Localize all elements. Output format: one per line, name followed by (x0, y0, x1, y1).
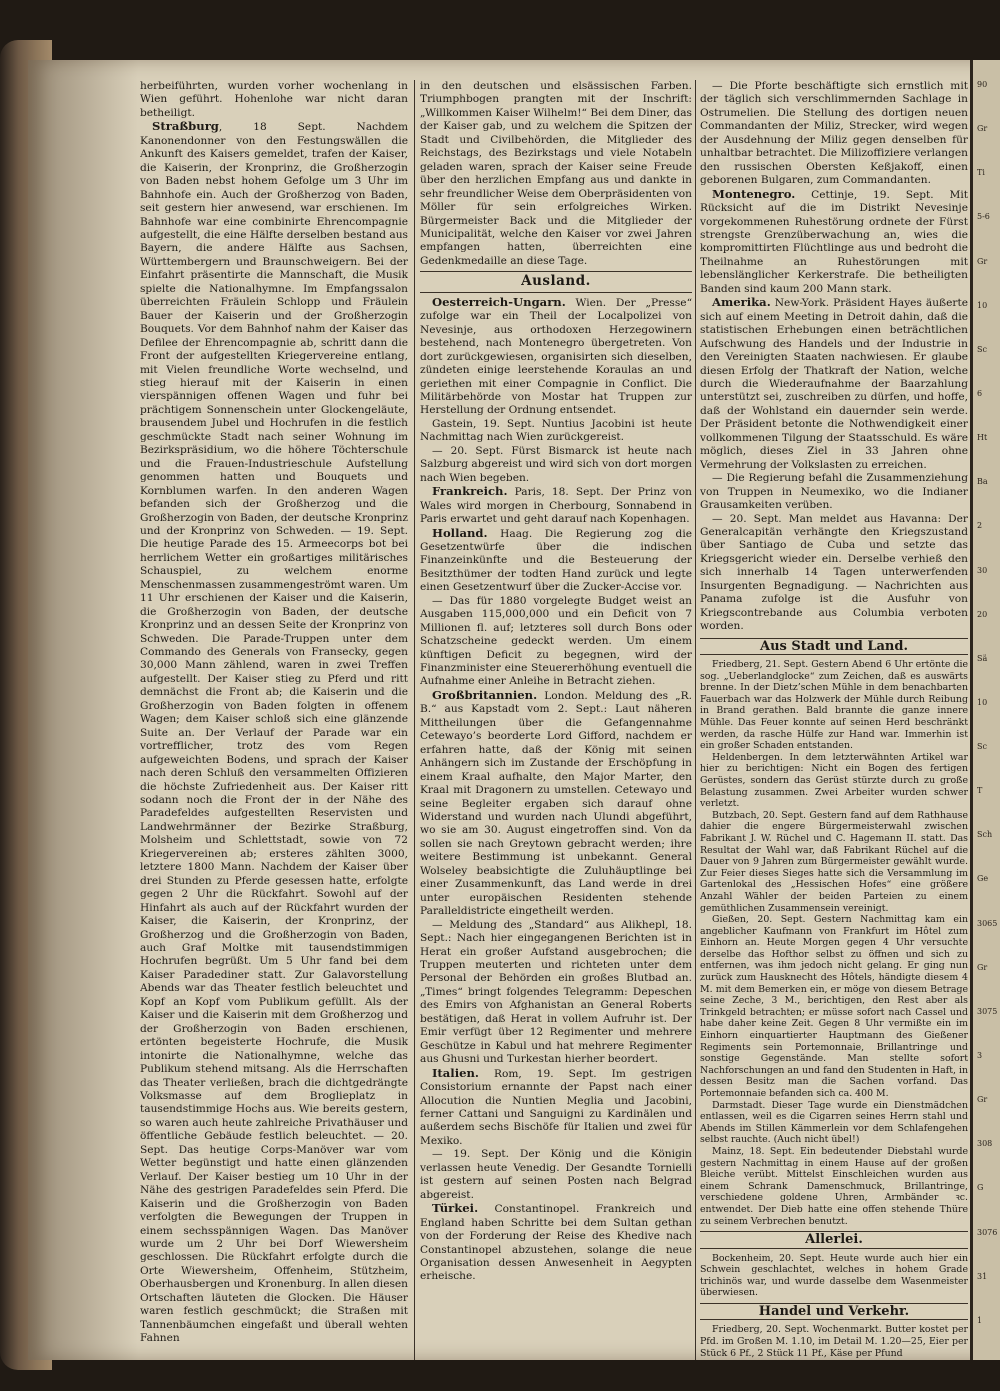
paragraph: in den deutschen und elsässischen Farben. Triumphbogen prangten mit der Inschrift: „Willkommen Kaiser Wilhelm!“ Bei dem Diner, das der Kaiser gab, und zu welchem die Spitzen der Stadt und Civilbehörden, die Mitglieder des Reichstags, des Bezirkstags und viele Notabeln geladen waren, sprach der Kaiser seine Freude über den herzlichen Empfang aus und dankte in sehr freundlicher Weise dem Oberpräsidenten von Möller für sein erfolgreiches Wirken. Bürgermeister Back und die Mitglieder der Municipalität, welche den Kaiser vor zwei Jahren empfangen hatten, überreichten eine Gedenkmedaille an diese Tage. (420, 80, 692, 267)
article-britain (420, 689, 692, 919)
country-heading: Holland. (432, 525, 488, 540)
article-montenegro (700, 188, 968, 297)
article-france (420, 485, 692, 526)
paragraph: — Das für 1880 vorgelegte Budget weist an Ausgaben 115,000,000 und ein Deficit von 7 Millionen fl. auf; letzteres soll durch Bons oder Schatzscheine gedeckt werden. Um einem künftigen Deficit zu begegnen, wird der Finanzminister eine Steuererhöhung eventuell die Aufnahme einer Anleihe in Betracht ziehen. (420, 594, 692, 688)
section-heading-ausland: Ausland. (521, 273, 591, 290)
edge-fragment: Ti (977, 168, 985, 178)
spine-shadow (28, 60, 138, 1360)
country-heading: Amerika. (712, 295, 771, 310)
section-heading-allerlei: Allerlei. (700, 1231, 968, 1248)
country-heading: Italien. (432, 1065, 479, 1080)
edge-fragment: 30 (977, 565, 988, 575)
article-text: Paris, 18. Sept. Der Prinz von Wales wird morgen in Cherbourg, Sonnabend in Paris erwartet und geht darauf nach Kopenhagen. (420, 486, 692, 526)
edge-fragment: 308 (977, 1139, 993, 1149)
edge-fragment: 6 (977, 388, 983, 398)
edge-fragment: Sä (977, 653, 988, 663)
paragraph: Darmstadt. Dieser Tage wurde ein Dienstmädchen entlassen, weil es die Cigarren seines Herrn stahl und Abends im Stillen Kämmerlein vor dem Schlafengehen selbst rauchte. (Auch nicht übel!) (700, 1099, 968, 1146)
country-heading: Frankreich. (432, 484, 508, 499)
edge-fragment: Gr (977, 124, 988, 134)
article-text: Haag. Die Regierung zog die Gesetzentwürfe über die indischen Finanzeinkünfte und die Besteuerung der Besitzthümer der todten Hand zurück und legte einen Gesetzentwurf über die Zucker-Accise vor. (420, 527, 692, 594)
article-holland (420, 527, 692, 595)
paragraph: — Die Regierung befahl die Zusammenziehung von Truppen in Neumexiko, wo die Indianer Grausamkeiten verüben. (700, 472, 968, 512)
paragraph: herbeiführten, wurden vorher wochenlang in Wien geführt. Hohenlohe war nicht daran betheiligt. (140, 80, 408, 119)
paragraph: Butzbach, 20. Sept. Gestern fand auf dem Rathhause dahier die engere Bürgermeisterwahl zwischen Fabrikant J. W. Rüchel und C. Hagemann II. statt. Das Resultat der Wahl war, daß Fabrikant Rüchel auf die Dauer von 9 Jahren zum Bürgermeister gewählt wurde. Zur Feier dieses Sieges hatte sich die Versammlung im Gartenlokal des „Hessischen Hofes“ eine größere Anzahl Wähler der beiden Parteien zu einem gemüthlichen Zusammensein vereinigt. (700, 809, 968, 914)
edge-fragment: 90 (977, 80, 988, 89)
edge-fragment: 1 (977, 1315, 983, 1325)
edge-fragment: 3 (977, 1051, 983, 1061)
article-text: , 18 Sept. Nachdem Kanonendonner von den Festungswällen die Ankunft des Kaisers gemeldet, trafen der Kaiser, die Kaiserin, der Kronprinz, die Großherzogin von Baden nebst hohem Gefolge um 3 Uhr im Bahnhofe ein. Auch der Großherzog von Baden, seit gestern hier anwesend, war erschienen. Im Bahnhofe war eine combinirte Ehrencompagnie aufgestellt, die eine Hälfte derselben bestand aus Bayern, die andere Hälfte aus Sachsen, Württembergern und Braunschweigern. Bei der Einfahrt präsentirte die Mannschaft, die Musik spielte die Nationalhymne. Im Empfangssalon überreichten Fräulein Schlopp und Fräulein Bauer der Kaiserin und der Großherzogin Bouquets. Vor dem Bahnhof nahm der Kaiser das Defilee der Ehrencompagnie ab, schritt dann die Front der aufgestellten Kriegervereine entlang, mit Vielen freundliche Worte wechselnd, und stieg hierauf mit der Kaiserin in einen vierspännigen offenen Wagen und fuhr bei prächtigem Sonnenschein unter Glockengeläute, brausendem Jubel und Hochrufen in die festlich geschmückte Stadt nach seiner Wohnung im Bezirkspräsidium, wo die höhere Töchterschule und die Frauen-Industrieschule Aufstellung genommen hatten und Bouquets und Kornblumen warfen. In den anderen Wagen befanden sich der Großherzog und die Großherzogin von Baden, der deutsche Kronprinz und der Kronprinz von Schweden. — 19. Sept. Die heutige Parade des 15. Armeecorps bot bei herrlichem Wetter ein großartiges militärisches Schauspiel, zu welchem enorme Menschenmassen zusammengeströmt waren. Um 11 Uhr erschienen der Kaiser und die Kaiserin, die Großherzogin von Baden, der deutsche Kronprinz und an dessen Seite der Kronprinz von Schweden. Die Parade-Truppen unter dem Commando des Generals von Fransecky, gegen 30,000 Mann zählend, waren in zwei Treffen aufgestellt. Der Kaiser stieg zu Pferd und ritt demnächst die Front ab; die Kaiserin und die Großherzogin von Baden folgten in offenem Wagen; dem Kaiser schloß sich eine glänzende Suite an. Der Verlauf der Parade war ein vortrefflicher, trotz des vom Regen aufgeweichten Bodens, und sprach der Kaiser nach deren Schluß den versammelten Offizieren die höchste Zufriedenheit aus. Der Kaiser ritt sodann noch die Front der in der Nähe des Paradefeldes aufgestellten Reservisten und Landwehrmänner der Bezirke Straßburg, Molsheim und Schlettstadt, sowie von 72 Kriegervereinen ab; ersteres zählten 3000, letztere 1800 Mann. Nachdem der Kaiser über drei Stunden zu Pferde gesessen hatte, erfolgte gegen 2 Uhr die Rückfahrt. Sowohl auf der Hinfahrt als auch auf der Rückfahrt wurden der Kaiser, die Kaiserin, der Kronprinz, der Großherzog und die Großherzogin von Baden, auch Graf Moltke mit tausendstimmigen Hochrufen begrüßt. Um 5 Uhr fand bei dem Kaiser Paradediner statt. Zur Galavorstellung Abends war das Theater festlich beleuchtet und Kopf an Kopf vom Publikum gefüllt. Als der Kaiser und die Kaiserin mit dem Großherzog und der Großherzogin von Baden erschienen, ertönten begeisterte Hochrufe, die Musik intonirte die Nationalhymne, welche das Publikum stehend mitsang. Als die Herrschaften das Theater verließen, brach die dichtgedrängte Volksmasse auf dem Broglieplatz in tausendstimmige Hochs aus. Wie bereits gestern, so waren auch heute zahlreiche Privathäuser und öffentliche Gebäude festlich beleuchtet. — 20. Sept. Das heutige Corps-Manöver war vom Wetter begünstigt und hatte einen glänzenden Verlauf. Der Kaiser bestieg um 10 Uhr in der Nähe des gestrigen Paradefeldes sein Pferd. Die Kaiserin und die Großherzogin von Baden verfolgten die Bewegungen der Truppen in einem sechsspännigen Wagen. Das Manöver wurde um 2 Uhr bei Dorf Wiewersheim geschlossen. Die Rückfahrt erfolgte durch die Orte Wiewersheim, Offenheim, Stützheim, Oberhausbergen und Kronenburg. In allen diesen Ortschaften läuteten die Glocken. Die Häuser waren festlich geschmückt; die Straßen mit Tannenbäumchen eingefaßt und überall wehten Fahnen (140, 121, 408, 1345)
section-heading-stadt-land: Aus Stadt und Land. (700, 638, 968, 655)
paragraph: — 20. Sept. Man meldet aus Havanna: Der Generalcapitän verhängte den Kriegszustand über Santiago de Cuba und setzte das Kriegsgericht wieder ein. Derselbe verhieß den sich innerhalb 14 Tagen unterwerfenden Insurgenten Begnadigung. — Nachrichten aus Panama zufolge ist die Ausfuhr von Kriegscontrebande aus Columbia verboten worden. (700, 512, 968, 633)
edge-fragment: 20 (977, 609, 988, 619)
divider (420, 292, 692, 293)
article-austria (420, 296, 692, 418)
section-heading-handel: Handel und Verkehr. (700, 1303, 968, 1320)
paragraph: — 20. Sept. Fürst Bismarck ist heute nach Salzburg abgereist und wird sich von dort morgen nach Wien begeben. (420, 444, 692, 484)
edge-fragment: Gr (977, 256, 988, 266)
article-america (700, 296, 968, 472)
edge-fragment: 3076 (977, 1227, 998, 1237)
article-strassburg (140, 120, 408, 1345)
dateline: Straßburg (152, 119, 219, 134)
edge-fragment: Sc (977, 742, 987, 752)
country-heading: Oesterreich-Ungarn. (432, 294, 566, 309)
paragraph: Gastein, 19. Sept. Nuntius Jacobini ist heute Nachmittag nach Wien zurückgereist. (420, 417, 692, 444)
column-middle (420, 80, 692, 1361)
edge-fragment: Sc (977, 344, 987, 354)
paragraph: — 19. Sept. Der König und die Königin verlassen heute Venedig. Der Gesandte Tornielli ist gestern auf seinen Posten nach Belgrad abgereist. (420, 1148, 692, 1201)
article-text: Rom, 19. Sept. Im gestrigen Consistorium ernannte der Papst nach einer Allocution die Nuntien Meglia und Jacobini, ferner Cattani und Sanguigni zu Kardinälen und außerdem sechs Bischöfe für Italien und zwei für Mexiko. (420, 1067, 692, 1147)
paragraph: Bockenheim, 20. Sept. Heute wurde auch hier ein Schwein geschlachtet, welches in hohem Grade trichinös war, und wurde dasselbe dem Wasenmeister überwiesen. (700, 1252, 968, 1299)
country-heading: Großbritannien. (432, 687, 538, 702)
edge-fragment: 10 (977, 300, 988, 310)
article-text: New-York. Präsident Hayes äußerte sich auf einem Meeting in Detroit dahin, daß die statistischen Erhebungen einen beträchtlichen Aufschwung des Handels und der Industrie in den Vereinigten Staaten nachwiesen. Er glaube diesen Erfolg der Thatkraft der Nation, welche durch die Wiederaufnahme der Baarzahlung unterstützt sei, zuschreiben zu dürfen, und hoffe, daß der Wohlstand ein dauernder sein werde. Der Präsident betonte die Nothwendigkeit einer vollkommenen Tilgung der Staatsschuld. Es wäre möglich, dieses Ziel in 33 Jahren ohne Vermehrung der Volkslasten zu erreichen. (700, 297, 968, 471)
country-heading: Montenegro. (712, 186, 796, 201)
column-rule (695, 80, 696, 1360)
paragraph: Friedberg, 21. Sept. Gestern Abend 6 Uhr ertönte die sog. „Ueberlandglocke“ zum Zeichen, daß es auswärts brenne. In der Dietz’schen Mühle in dem benachbarten Fauerbach war das Holzwerk der Mühle durch Reibung in Brand gerathen. Bald brannte die ganze innere Mühle. Das Feuer konnte auf seinen Herd beschränkt werden, da rasche Hülfe zur Hand war. Immerhin ist ein großer Schaden entstanden. (700, 659, 968, 752)
paragraph: Friedberg, 20. Sept. Wochenmarkt. Butter kostet per Pfd. im Großen M. 1.10, im Detail M. 1.20—25, Eier per Stück 6 Pf., 2 Stück 11 Pf., Käse per Pfund (700, 1324, 968, 1359)
edge-fragment: 2 (977, 521, 983, 531)
paragraph: Heldenbergen. In dem letzterwähnten Artikel war hier zu berichtigen: Nicht ein Bogen des fertigen Gerüstes, sondern das Gerüst stürzte durch zu große Belastung zusammen. Zwei Arbeiter wurden schwer verletzt. (700, 751, 968, 810)
article-text: Constantinopel. Frankreich und England haben Schritte bei dem Sultan gethan von der Forderung der Reise des Khedive nach Constantinopel abzustehen, solange die neue Organisation dessen Anwesenheit in Aegypten erheische. (420, 1203, 692, 1283)
paragraph: Gießen, 20. Sept. Gestern Nachmittag kam ein angeblicher Kaufmann von Frankfurt im Hôtel zum Einhorn an. Heute Morgen gegen 4 Uhr versuchte derselbe das Hofthor selbst zu öffnen und sich zu entfernen, was ihm jedoch nicht gelang. Er ging nun zurück zum Hausknecht des Hôtels, händigte diesem 4 M. mit dem Bemerken ein, er möge von diesem Betrage seine Zeche, 3 M., berichtigen, den Rest aber als Trinkgeld betrachten; er müsse sofort nach Cassel und habe daher keine Zeit. Gegen 8 Uhr vermißte ein im Einhorn einquartierter Hauptmann des Gießener Regiments sein Portemonnaie, Brillantringe und sonstige Gegenstände. Man stellte sofort Nachforschungen an und fand den Studenten in Haft, in dessen Besitz man die Sachen vorfand. Das Portemonnaie befanden sich ca. 400 M. (700, 914, 968, 1099)
article-turkey (420, 1202, 692, 1284)
edge-fragment: 31 (977, 1271, 988, 1281)
edge-fragment: Ge (977, 874, 989, 884)
article-text: Cettinje, 19. Sept. Mit Rücksicht auf die im Distrikt Nevesinje vorgekommenen Ruhestörung ordnete der Fürst strengste Grenzüberwachung an, wies die kompromittirten Flüchtlinge aus und bedroht die Theilnahme an Ruhestörungen mit lebenslänglicher Kerkerstrafe. Die betheiligten Banden sind kaum 200 Mann stark. (700, 188, 968, 295)
edge-fragment: 3065 (977, 918, 998, 928)
adjacent-page-edge (970, 60, 1000, 1360)
paragraph: Mainz, 18. Sept. Ein bedeutender Diebstahl wurde gestern Nachmittag in einem Hause auf der großen Bleiche verübt. Mittelst Einschleichen wurden aus einem Schrank Damenschmuck, Brillantringe, verschiedene goldene Uhren, Armbänder ꝛc. entwendet. Der Dieb hatte eine offen stehende Thüre zu seinem Verbrechen benutzt. (700, 1145, 968, 1227)
edge-fragment: Ba (977, 477, 988, 487)
edge-fragment: Gr (977, 1095, 988, 1105)
edge-fragment: 5-6 (977, 212, 990, 222)
divider (420, 271, 692, 272)
edge-fragment: T (977, 786, 983, 796)
edge-fragment: Gr (977, 962, 988, 972)
column-left (140, 80, 408, 1361)
edge-fragment: Sch (977, 830, 993, 840)
edge-fragment: 10 (977, 697, 988, 707)
column-right (700, 80, 968, 1361)
article-italy (420, 1067, 692, 1149)
paragraph: — Die Pforte beschäftigte sich ernstlich mit der täglich sich verschlimmernden Sachlage in Ostrumelien. Die Stellung des dortigen neuen Commandanten der Miliz, Strecker, wird wegen der Ausdehnung der Miliz gegen denselben für unhaltbar betrachtet. Die Milizoffiziere verlangen den russischen Obersten Keßjakoff, einen geborenen Bulgaren, zum Commandanten. (700, 80, 968, 187)
article-text: London. Meldung des „R. B.“ aus Kapstadt vom 2. Sept.: Laut näheren Mittheilungen über die Gefangennahme Cetewayo’s beorderte Lord Gifford, nachdem er erfahren hatte, daß der König mit seinen Anhängern sich im Zustande der Erschöpfung in einem Kraal aufhalte, den Major Marter, den Kraal mit Dragonern zu umstellen. Cetewayo und seine Begleiter ergaben sich darauf ohne Widerstand und wurden nach Ulundi abgeführt, wo sie am 30. August eingetroffen sind. Von da sollen sie nach Greytown gebracht werden; ihre weitere Bestimmung ist unbekannt. General Wolseley beabsichtigte die Zuluhäuptlinge bei einer Zusammenkunft, das Land werde in drei unter europäischen Residenten stehende Paralleldistricte eingetheilt werden. (420, 689, 692, 918)
country-heading: Türkei. (432, 1201, 479, 1216)
edge-fragment: G (977, 1183, 984, 1193)
edge-fragment: 3075 (977, 1006, 998, 1016)
edge-fragment: Ht (977, 433, 988, 443)
paragraph: — Meldung des „Standard“ aus Alikhepl, 18. Sept.: Nach hier eingegangenen Berichten ist in Herat ein großer Aufstand ausgebrochen; die Truppen meuterten und richteten unter dem Personal der Behörden ein großes Blutbad an. „Times“ bringt folgendes Telegramm: Depeschen des Emirs von Afghanistan an General Roberts bestätigen, daß Herat in vollem Aufruhr ist. Der Emir verfügt über 12 Regimenter und mehrere Geschütze in Kabul und hat mehrere Regimenter aus Ghusni und Turkestan hierher beordert. (420, 918, 692, 1066)
column-rule (414, 80, 415, 1360)
article-text: Wien. Der „Presse“ zufolge war ein Theil der Localpolizei von Nevesinje, aus orthodoxen Herzegowinern bestehend, nach Montenegro übergetreten. Von dort zurückgewiesen, organisirten sich dieselben, zündeten einige leerstehende Koraulas an und geriethen mit einer Compagnie in Conflict. Die Militärbehörde von Mostar hat Truppen zur Herstellung der Ordnung entsendet. (420, 296, 692, 417)
